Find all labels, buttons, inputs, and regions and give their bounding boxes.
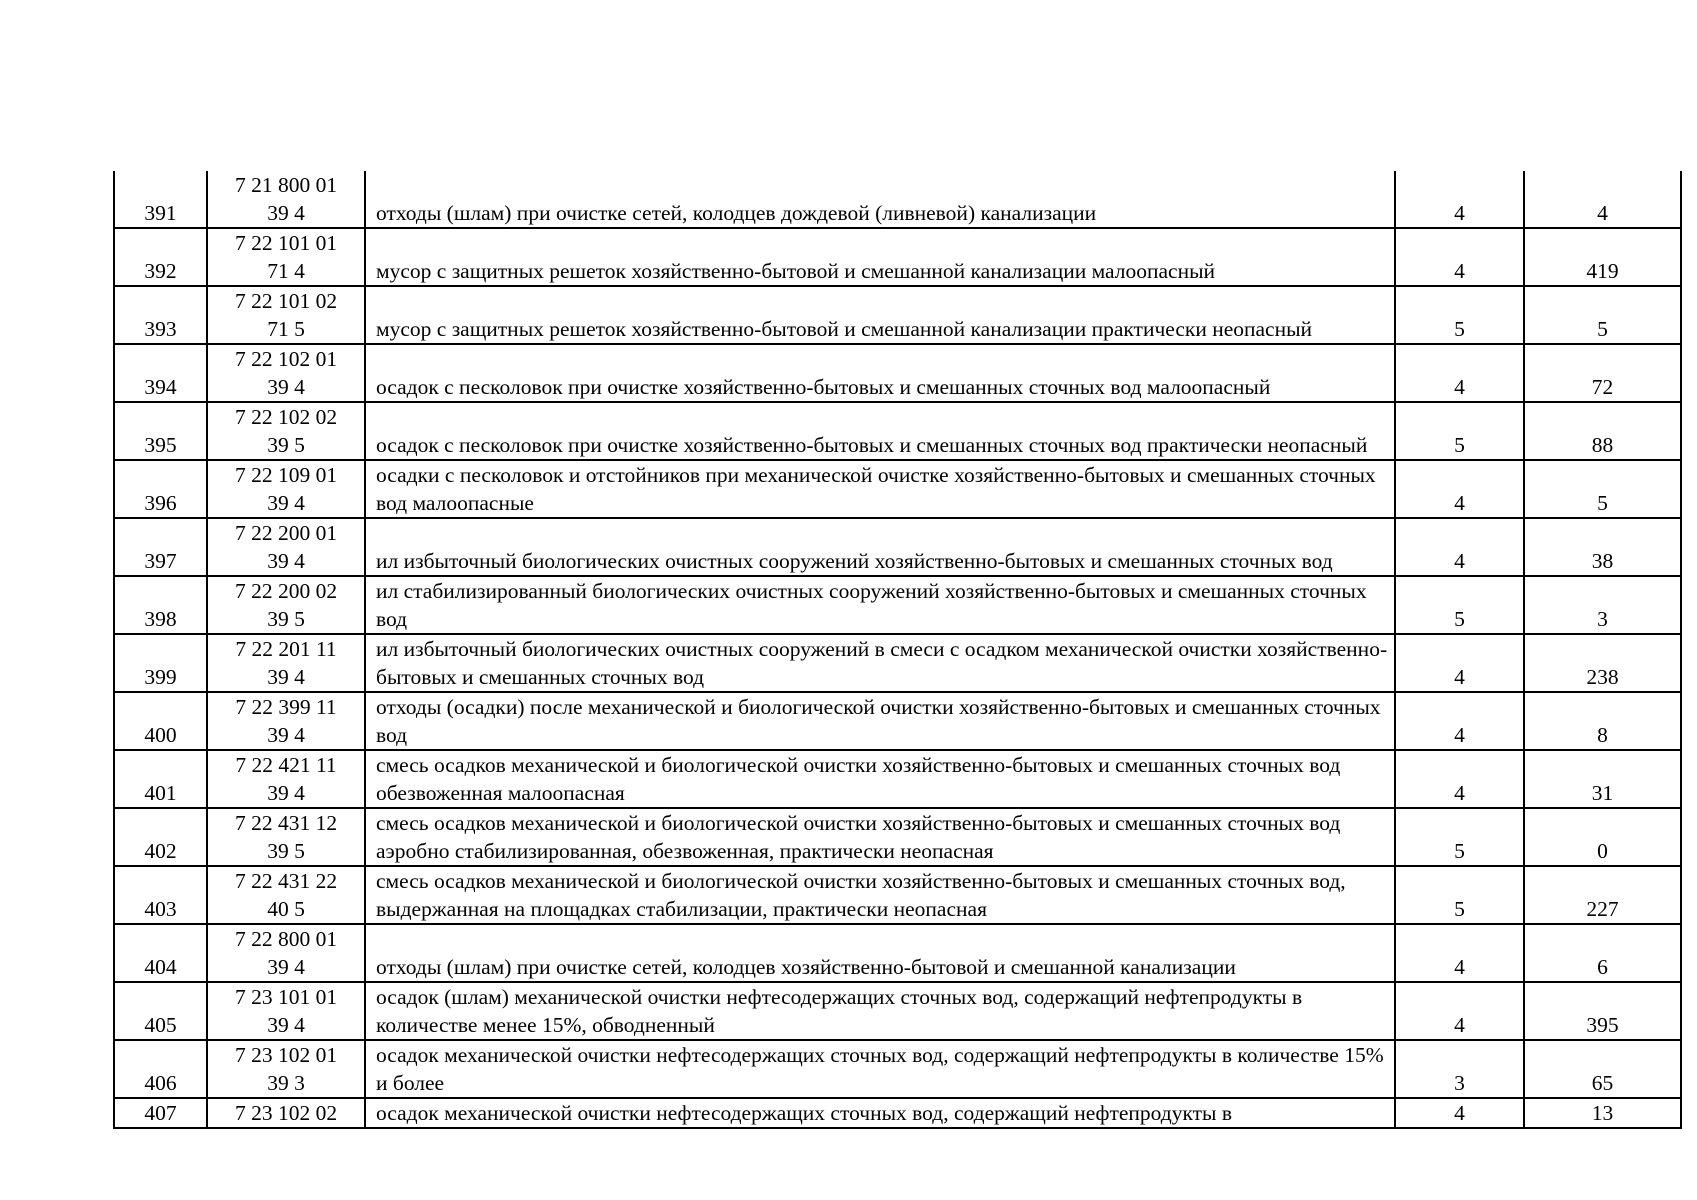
row-number: 398 <box>114 576 207 634</box>
row-hazard-class: 4 <box>1395 171 1524 228</box>
description-text: ил стабилизированный биологических очистных сооружений хозяйственно-бытовых и смешанных сточных вод <box>376 579 1367 631</box>
row-number: 399 <box>114 634 207 692</box>
table-row <box>114 1040 1681 1098</box>
code-line-2: 40 5 <box>267 897 305 921</box>
code-line-1: 7 22 102 02 <box>234 405 338 429</box>
code-line-1: 7 22 421 11 <box>235 753 337 777</box>
code-line-1: 7 22 102 01 <box>234 347 338 371</box>
table-row <box>114 228 1681 286</box>
row-number: 401 <box>114 750 207 808</box>
row-number: 393 <box>114 286 207 344</box>
row-quantity: 227 <box>1524 866 1681 924</box>
row-hazard-class: 4 <box>1395 228 1524 286</box>
table-row <box>114 924 1681 982</box>
row-hazard-class: 4 <box>1395 344 1524 402</box>
row-quantity: 419 <box>1524 228 1681 286</box>
row-code <box>207 518 365 576</box>
table-row <box>114 171 1681 228</box>
row-quantity: 5 <box>1524 460 1681 518</box>
row-number: 407 <box>114 1098 207 1128</box>
row-code <box>207 286 365 344</box>
row-description <box>365 634 1395 692</box>
code-line-2: 39 4 <box>267 201 305 225</box>
table-row <box>114 286 1681 344</box>
description-text: осадок с песколовок при очистке хозяйственно-бытовых и смешанных сточных вод малоопасный <box>376 375 1271 399</box>
code-line-2: 39 5 <box>267 607 305 631</box>
row-hazard-class: 4 <box>1395 750 1524 808</box>
row-code <box>207 460 365 518</box>
row-number: 400 <box>114 692 207 750</box>
row-quantity: 0 <box>1524 808 1681 866</box>
row-hazard-class: 4 <box>1395 692 1524 750</box>
row-code <box>207 924 365 982</box>
row-code <box>207 750 365 808</box>
row-hazard-class: 5 <box>1395 402 1524 460</box>
code-line-1: 7 23 102 01 <box>234 1043 338 1067</box>
code-line-2: 39 4 <box>267 781 305 805</box>
row-quantity: 65 <box>1524 1040 1681 1098</box>
code-line-2: 39 4 <box>267 375 305 399</box>
table-body <box>114 171 1681 1128</box>
row-code <box>207 1098 365 1128</box>
description-text: осадок механической очистки нефтесодержащих сточных вод, содержащий нефтепродукты в количестве 15% и более <box>376 1043 1384 1095</box>
row-description <box>365 808 1395 866</box>
table-row <box>114 402 1681 460</box>
description-text: ил избыточный биологических очистных сооружений в смеси с осадком механической очистки хозяйственно-бытовых и смешанных сточных вод <box>376 637 1388 689</box>
row-description <box>365 460 1395 518</box>
row-code <box>207 866 365 924</box>
row-quantity: 31 <box>1524 750 1681 808</box>
code-line-1: 7 22 200 02 <box>234 579 338 603</box>
row-number: 405 <box>114 982 207 1040</box>
code-line-1: 7 22 101 02 <box>234 289 338 313</box>
code-line-2: 71 5 <box>267 317 305 341</box>
table-row <box>114 866 1681 924</box>
code-line-2: 39 5 <box>267 433 305 457</box>
description-text: отходы (шлам) при очистке сетей, колодцев дождевой (ливневой) канализации <box>376 201 1097 225</box>
row-number: 397 <box>114 518 207 576</box>
table-row <box>114 692 1681 750</box>
code-line-2: 39 4 <box>267 1013 305 1037</box>
row-hazard-class: 4 <box>1395 634 1524 692</box>
row-hazard-class: 5 <box>1395 866 1524 924</box>
description-text: смесь осадков механической и биологической очистки хозяйственно-бытовых и смешанных сточных вод аэробно стабилизированная, обезвоженная, практически неопасная <box>376 811 1341 863</box>
row-number: 404 <box>114 924 207 982</box>
row-hazard-class: 3 <box>1395 1040 1524 1098</box>
description-text: смесь осадков механической и биологической очистки хозяйственно-бытовых и смешанных сточных вод обезвоженная малоопасная <box>376 753 1341 805</box>
code-line-2: 39 4 <box>267 549 305 573</box>
row-quantity: 4 <box>1524 171 1681 228</box>
row-hazard-class: 5 <box>1395 286 1524 344</box>
code-line-2: 39 4 <box>267 665 305 689</box>
code-line-1: 7 22 201 11 <box>235 637 337 661</box>
row-description <box>365 750 1395 808</box>
description-text: отходы (осадки) после механической и биологической очистки хозяйственно-бытовых и смешанных сточных вод <box>376 695 1381 747</box>
waste-table <box>113 171 1682 1129</box>
row-hazard-class: 4 <box>1395 518 1524 576</box>
table-row <box>114 808 1681 866</box>
row-number: 403 <box>114 866 207 924</box>
row-description <box>365 576 1395 634</box>
table-row <box>114 750 1681 808</box>
description-text: мусор с защитных решеток хозяйственно-бытовой и смешанной канализации малоопасный <box>376 259 1216 283</box>
row-description <box>365 924 1395 982</box>
row-number: 402 <box>114 808 207 866</box>
description-text: мусор с защитных решеток хозяйственно-бытовой и смешанной канализации практически неопасный <box>376 317 1313 341</box>
row-hazard-class: 4 <box>1395 460 1524 518</box>
row-hazard-class: 5 <box>1395 808 1524 866</box>
row-code <box>207 171 365 228</box>
row-code <box>207 344 365 402</box>
row-description <box>365 228 1395 286</box>
row-description <box>365 692 1395 750</box>
row-description <box>365 1040 1395 1098</box>
code-line-1: 7 23 102 02 <box>234 1101 338 1125</box>
row-hazard-class: 4 <box>1395 982 1524 1040</box>
code-line-1: 7 21 800 01 <box>234 173 338 197</box>
code-line-1: 7 22 101 01 <box>234 231 338 255</box>
row-code <box>207 808 365 866</box>
row-quantity: 13 <box>1524 1098 1681 1128</box>
row-number: 391 <box>114 171 207 228</box>
row-description <box>365 866 1395 924</box>
row-number: 394 <box>114 344 207 402</box>
description-text: отходы (шлам) при очистке сетей, колодцев хозяйственно-бытовой и смешанной канализации <box>376 955 1236 979</box>
row-code <box>207 982 365 1040</box>
description-text: смесь осадков механической и биологической очистки хозяйственно-бытовых и смешанных сточных вод, выдержанная на площадках стабилизации, практически неопасная <box>376 869 1346 921</box>
row-code <box>207 1040 365 1098</box>
code-line-1: 7 23 101 01 <box>234 985 338 1009</box>
code-line-1: 7 22 800 01 <box>234 927 338 951</box>
row-number: 392 <box>114 228 207 286</box>
row-description <box>365 171 1395 228</box>
table-row <box>114 460 1681 518</box>
row-description <box>365 982 1395 1040</box>
code-line-2: 39 3 <box>267 1071 305 1095</box>
code-line-1: 7 22 109 01 <box>234 463 338 487</box>
row-description <box>365 344 1395 402</box>
row-description <box>365 1098 1395 1128</box>
row-quantity: 238 <box>1524 634 1681 692</box>
row-quantity: 38 <box>1524 518 1681 576</box>
code-line-1: 7 22 399 11 <box>235 695 337 719</box>
code-line-2: 39 4 <box>267 955 305 979</box>
code-line-2: 39 4 <box>267 723 305 747</box>
row-code <box>207 228 365 286</box>
row-quantity: 88 <box>1524 402 1681 460</box>
row-quantity: 3 <box>1524 576 1681 634</box>
row-code <box>207 576 365 634</box>
table-row <box>114 344 1681 402</box>
table-row <box>114 982 1681 1040</box>
table-row <box>114 576 1681 634</box>
description-text: ил избыточный биологических очистных сооружений хозяйственно-бытовых и смешанных сточных вод <box>376 549 1333 573</box>
row-code <box>207 692 365 750</box>
row-quantity: 5 <box>1524 286 1681 344</box>
row-number: 396 <box>114 460 207 518</box>
table-row-last <box>114 1098 1681 1128</box>
row-description <box>365 402 1395 460</box>
row-quantity: 395 <box>1524 982 1681 1040</box>
table-row <box>114 518 1681 576</box>
code-line-1: 7 22 431 22 <box>234 869 338 893</box>
code-line-1: 7 22 431 12 <box>234 811 338 835</box>
code-line-1: 7 22 200 01 <box>234 521 338 545</box>
row-description <box>365 286 1395 344</box>
code-line-2: 39 5 <box>267 839 305 863</box>
row-number: 406 <box>114 1040 207 1098</box>
row-number: 395 <box>114 402 207 460</box>
row-code <box>207 634 365 692</box>
code-line-2: 71 4 <box>267 259 305 283</box>
description-text: осадок с песколовок при очистке хозяйственно-бытовых и смешанных сточных вод практически неопасный <box>376 433 1368 457</box>
table-row <box>114 634 1681 692</box>
row-hazard-class: 4 <box>1395 924 1524 982</box>
description-text: осадки с песколовок и отстойников при механической очистке хозяйственно-бытовых и смешанных сточных вод малоопасные <box>376 463 1376 515</box>
row-description <box>365 518 1395 576</box>
code-line-2: 39 4 <box>267 491 305 515</box>
row-quantity: 8 <box>1524 692 1681 750</box>
row-hazard-class: 5 <box>1395 576 1524 634</box>
row-quantity: 72 <box>1524 344 1681 402</box>
row-code <box>207 402 365 460</box>
row-hazard-class: 4 <box>1395 1098 1524 1128</box>
row-quantity: 6 <box>1524 924 1681 982</box>
description-text: осадок (шлам) механической очистки нефтесодержащих сточных вод, содержащий нефтепродукты в количестве менее 15%, обводненный <box>376 985 1303 1037</box>
description-text: осадок механической очистки нефтесодержащих сточных вод, содержащий нефтепродукты в <box>376 1101 1233 1125</box>
